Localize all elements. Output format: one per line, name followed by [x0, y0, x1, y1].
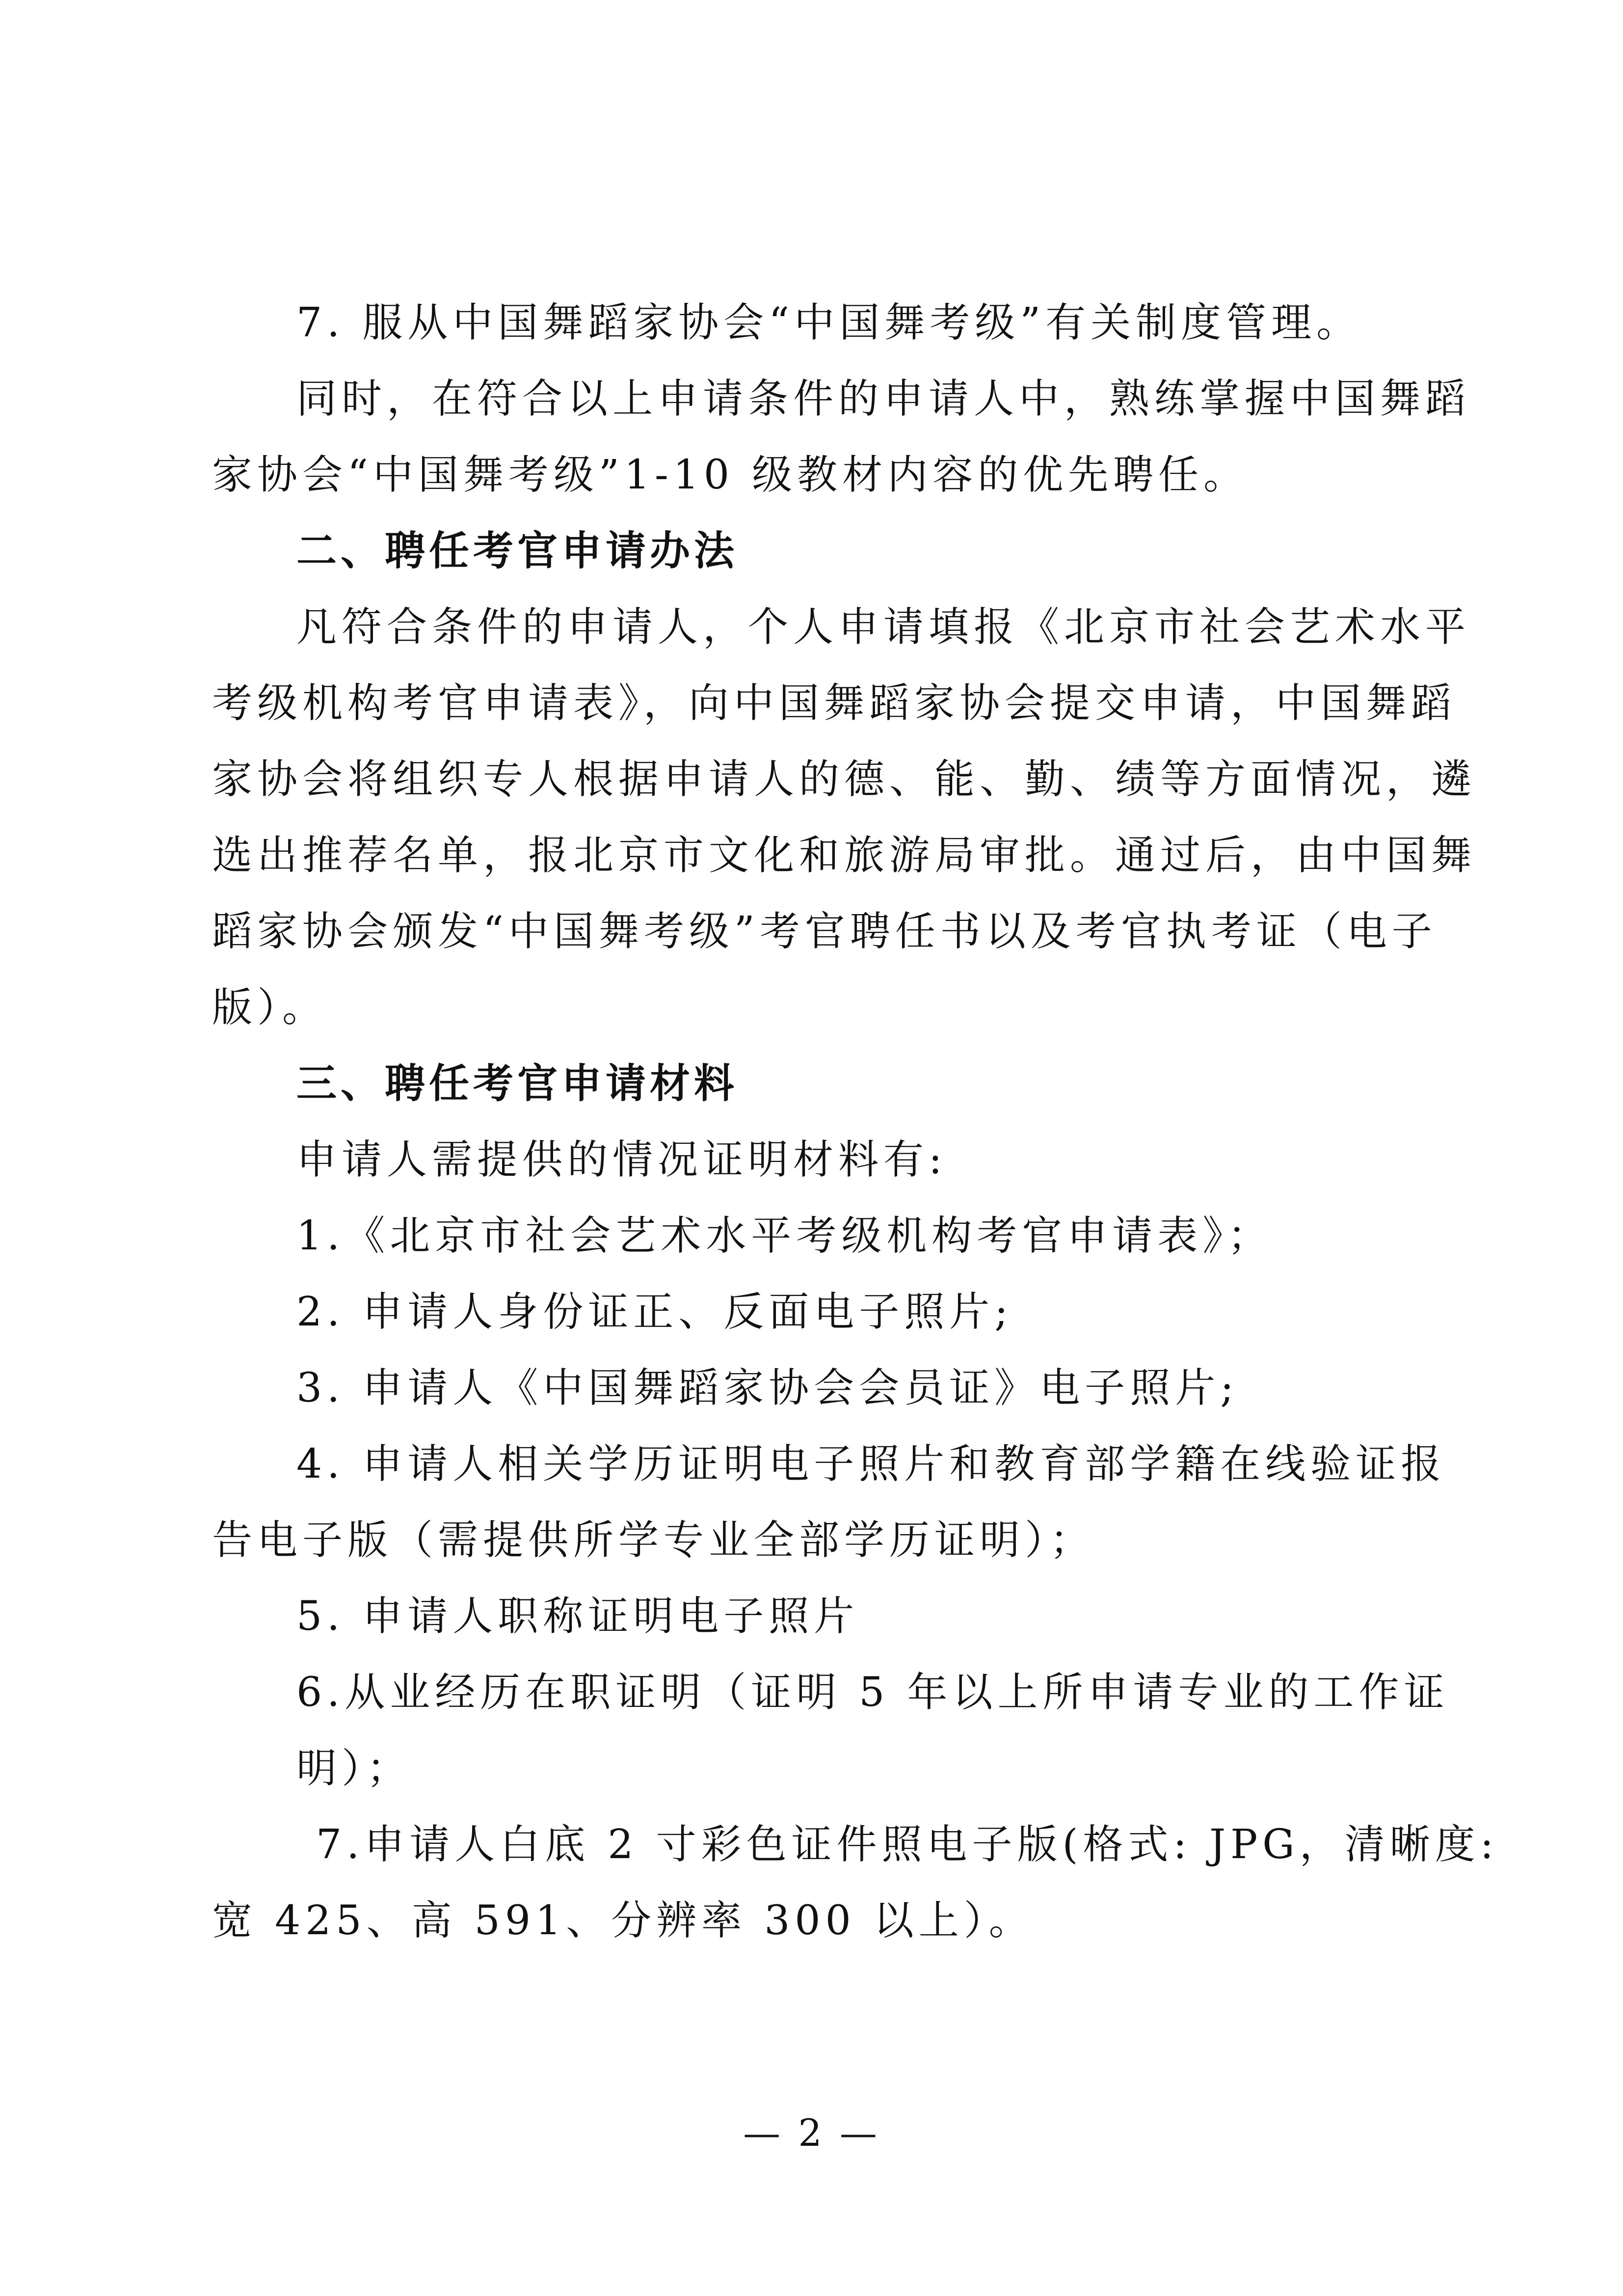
material-item-4-line-1: 4. 申请人相关学历证明电子照片和教育部学籍在线验证报: [296, 1441, 1446, 1487]
material-item-2: 2. 申请人身份证正、反面电子照片;: [296, 1289, 1013, 1335]
section-heading-application-method: 二、聘任考官申请办法: [296, 528, 739, 574]
paragraph-priority-line-2: 家协会“中国舞考级”1-10 级教材内容的优先聘任。: [212, 452, 1249, 498]
paragraph-method-line-5: 蹈家协会颁发“中国舞考级”考官聘任书以及考官执考证（电子: [212, 908, 1437, 955]
document-body: [212, 285, 1499, 1959]
material-item-5: 5. 申请人职称证明电子照片: [296, 1593, 859, 1640]
page-number: — 2 —: [743, 2111, 880, 2155]
list-item-7-compliance: 7. 服从中国舞蹈家协会“中国舞考级”有关制度管理。: [296, 299, 1362, 346]
paragraph-method-line-3: 家协会将组织专人根据申请人的德、能、勤、绩等方面情况，遴: [212, 756, 1477, 803]
paragraph-method-line-4: 选出推荐名单，报北京市文化和旅游局审批。通过后，由中国舞: [212, 832, 1477, 879]
material-item-6-line-2: 明）；: [296, 1745, 412, 1792]
material-item-7-line-1: 7.申请人白底 2 寸彩色证件照电子版(格式: JPG，清晰度:: [316, 1821, 1499, 1868]
paragraph-method-line-6: 版）。: [212, 984, 328, 1031]
material-item-7-line-2: 宽 425、高 591、分辨率 300 以上）。: [212, 1897, 1034, 1944]
materials-intro: 申请人需提供的情况证明材料有:: [296, 1136, 947, 1183]
paragraph-method-line-1: 凡符合条件的申请人，个人申请填报《北京市社会艺术水平: [296, 604, 1471, 650]
section-heading-application-materials: 三、聘任考官申请材料: [296, 1060, 739, 1107]
paragraph-priority-line-1: 同时，在符合以上申请条件的申请人中，熟练掌握中国舞蹈: [296, 376, 1471, 422]
material-item-6-line-1: 6.从业经历在职证明（证明 5 年以上所申请专业的工作证: [296, 1669, 1449, 1716]
material-item-1: 1.《北京市社会艺术水平考级机构考官申请表》；: [296, 1213, 1273, 1259]
material-item-3: 3. 申请人《中国舞蹈家协会会员证》电子照片;: [296, 1365, 1239, 1411]
material-item-4-line-2: 告电子版（需提供所学专业全部学历证明）；: [212, 1517, 1095, 1564]
paragraph-method-line-2: 考级机构考官申请表》，向中国舞蹈家协会提交申请，中国舞蹈: [212, 680, 1457, 727]
